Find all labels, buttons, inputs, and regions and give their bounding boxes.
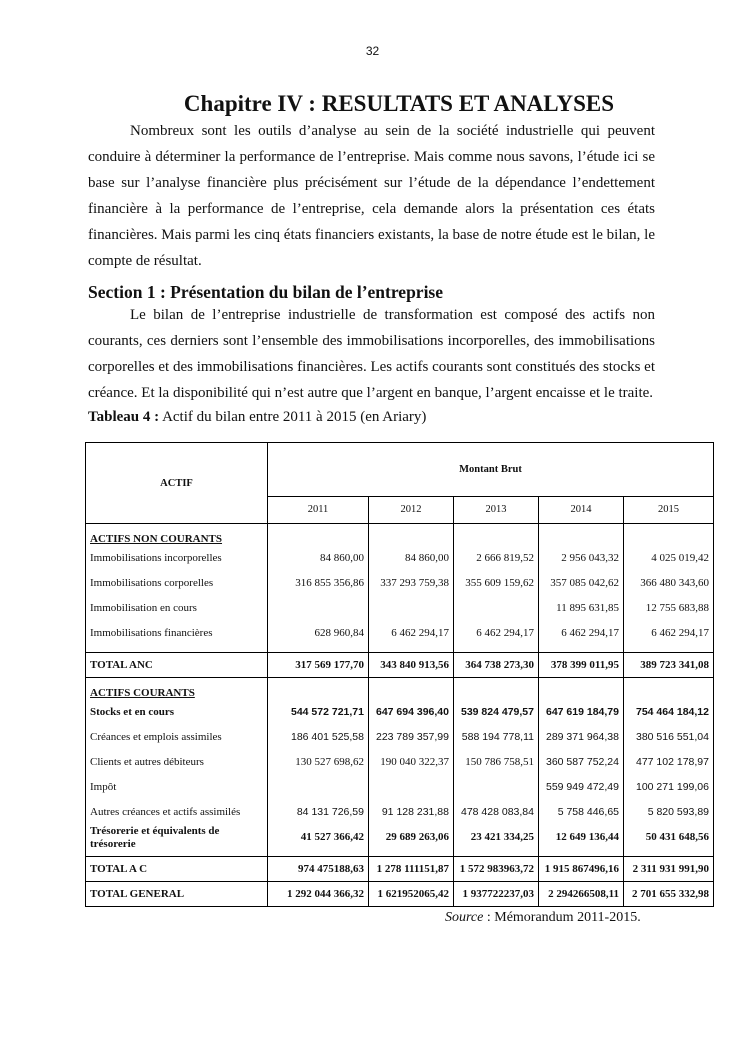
cell-value: 588 194 778,11 — [461, 731, 534, 743]
anc-heading — [90, 524, 263, 546]
cell-value: 647 619 184,79 — [546, 706, 619, 718]
row-label: Clients et autres débiteurs — [90, 756, 204, 768]
cell-value: 478 428 083,84 — [461, 806, 534, 818]
row-label: Immobilisations corporelles — [90, 577, 214, 589]
spacer — [458, 678, 534, 700]
cell-value: 357 085 042,62 — [550, 577, 619, 589]
cell-value: 337 293 759,38 — [380, 577, 449, 589]
section-title: Section 1 : Présentation du bilan de l’entreprise — [88, 282, 444, 302]
row-label: Immobilisations incorporelles — [90, 552, 222, 564]
row-label: Autres créances et actifs assimilés — [90, 806, 241, 818]
header-row — [86, 443, 714, 497]
year-header: 2014 — [539, 496, 624, 523]
caption-text: Actif du bilan entre 2011 à 2015 (en Ariary) — [159, 409, 427, 425]
cell-value: 100 271 199,06 — [636, 781, 709, 793]
cell-value: 6 462 294,17 — [561, 627, 619, 639]
spacer — [373, 524, 449, 546]
cell-value: 41 527 366,42 — [300, 831, 364, 843]
spacer — [543, 678, 619, 700]
spacer — [272, 678, 364, 700]
cell-value — [272, 596, 364, 621]
cell-value — [458, 596, 534, 621]
year-header: 2013 — [454, 496, 539, 523]
section-block — [86, 524, 714, 653]
cell-value: 389 723 341,08 — [624, 653, 714, 678]
spacer — [373, 678, 449, 700]
caption-label: Tableau 4 : — [88, 409, 160, 425]
value-column — [624, 678, 714, 857]
cell-value: 130 527 698,62 — [295, 756, 364, 768]
row-label: TOTAL A C — [86, 857, 268, 882]
cell-value: 2 956 043,32 — [561, 552, 619, 564]
value-column — [369, 524, 454, 653]
cell-value: 544 572 721,71 — [291, 706, 364, 718]
section-text: Le bilan de l’entreprise industrielle de transformation est composé des actifs non courants, ces derniers sont l’ensemble des immobilisations incorporelles, des immobilisations corporelles et des immobilisations financières. Les actifs courants sont constitués des stocks et créance. Et la disponibilité qui n’est autre que l’argent en banque, l’argent encaisse et le traite. — [88, 307, 655, 401]
chapter-title: Chapitre IV : RESULTATS ET ANALYSES — [183, 91, 615, 116]
value-column — [268, 524, 369, 653]
cell-value: 647 694 396,40 — [376, 706, 449, 718]
cell-value: 2 701 655 332,98 — [624, 882, 714, 907]
row-label: Impôt — [90, 781, 117, 793]
cell-value: 50 431 648,56 — [645, 831, 709, 843]
value-column — [539, 524, 624, 653]
spacer — [628, 678, 709, 700]
cell-value: 84 860,00 — [405, 552, 449, 564]
cell-value — [373, 775, 449, 800]
table-caption — [88, 406, 713, 428]
section-block — [86, 678, 714, 857]
cell-value — [458, 775, 534, 800]
cell-value: 11 895 631,85 — [556, 602, 619, 614]
cell-value: 380 516 551,04 — [636, 731, 709, 743]
section-labels — [86, 524, 268, 653]
cell-value: 974 475188,63 — [268, 857, 369, 882]
cell-value: 150 786 758,51 — [465, 756, 534, 768]
cell-value: 12 649 136,44 — [555, 831, 619, 843]
cell-value: 5 820 593,89 — [647, 806, 709, 818]
row-label: Immobilisation en cours — [90, 602, 197, 614]
row-label: Immobilisations financières — [90, 627, 213, 639]
spacer — [272, 524, 364, 546]
cell-value: 1 572 983963,72 — [454, 857, 539, 882]
cell-value: 2 311 931 991,90 — [624, 857, 714, 882]
balance-sheet-table — [85, 442, 714, 907]
year-header: 2012 — [369, 496, 454, 523]
cell-value: 317 569 177,70 — [268, 653, 369, 678]
cell-value: 1 621952065,42 — [369, 882, 454, 907]
cell-value: 223 789 357,99 — [376, 731, 449, 743]
cell-value: 6 462 294,17 — [476, 627, 534, 639]
value-column — [369, 678, 454, 857]
cell-value — [373, 596, 449, 621]
row-label: Trésorerie et équivalents de trésorerie — [90, 824, 220, 850]
cell-value: 360 587 752,24 — [546, 756, 619, 768]
cell-value: 6 462 294,17 — [391, 627, 449, 639]
section-labels — [86, 678, 268, 857]
total-row — [86, 882, 714, 907]
cell-value: 2 666 819,52 — [476, 552, 534, 564]
cell-value: 378 399 011,95 — [539, 653, 624, 678]
spacer — [90, 850, 263, 856]
cell-value: 29 689 263,06 — [385, 831, 449, 843]
cell-value: 477 102 178,97 — [636, 756, 709, 768]
cell-value: 190 040 322,37 — [380, 756, 449, 768]
spacer — [90, 646, 263, 652]
actif-header: ACTIF — [86, 443, 268, 524]
cell-value: 5 758 446,65 — [557, 806, 619, 818]
spacer — [543, 524, 619, 546]
intro-paragraph — [88, 118, 655, 274]
cell-value: 6 462 294,17 — [651, 627, 709, 639]
total-row — [86, 653, 714, 678]
cell-value: 2 294266508,11 — [539, 882, 624, 907]
row-label: Stocks et en cours — [90, 706, 175, 718]
cell-value: 84 860,00 — [320, 552, 364, 564]
value-column — [454, 678, 539, 857]
cell-value: 355 609 159,62 — [465, 577, 534, 589]
cell-value: 754 464 184,12 — [636, 706, 709, 718]
ac-heading-text: ACTIFS COURANTS — [90, 687, 195, 699]
row-label: Créances et emplois assimiles — [90, 731, 222, 743]
row-label: TOTAL ANC — [86, 653, 268, 678]
cell-value: 1 278 111151,87 — [369, 857, 454, 882]
cell-value: 366 480 343,60 — [640, 577, 709, 589]
year-header: 2011 — [268, 496, 369, 523]
value-column — [268, 678, 369, 857]
cell-value: 316 855 356,86 — [295, 577, 364, 589]
cell-value: 289 371 964,38 — [546, 731, 619, 743]
source-note — [445, 909, 713, 927]
total-row — [86, 857, 714, 882]
montant-brut-header: Montant Brut — [268, 443, 714, 497]
ac-heading — [90, 678, 263, 700]
spacer — [628, 524, 709, 546]
cell-value: 364 738 273,30 — [454, 653, 539, 678]
anc-heading-text: ACTIFS NON COURANTS — [90, 533, 223, 545]
cell-value: 628 960,84 — [314, 627, 364, 639]
cell-value: 559 949 472,49 — [546, 781, 619, 793]
value-column — [539, 678, 624, 857]
cell-value: 1 937722237,03 — [454, 882, 539, 907]
source-label: Source — [445, 910, 484, 925]
source-text: : Mémorandum 2011-2015. — [483, 910, 641, 925]
cell-value: 91 128 231,88 — [381, 806, 449, 818]
cell-value: 4 025 019,42 — [651, 552, 709, 564]
page-number: 32 — [365, 44, 380, 58]
cell-value: 12 755 683,88 — [645, 602, 709, 614]
year-header: 2015 — [624, 496, 714, 523]
cell-value: 23 421 334,25 — [470, 831, 534, 843]
cell-value — [272, 775, 364, 800]
cell-value: 1 915 867496,16 — [539, 857, 624, 882]
value-column — [624, 524, 714, 653]
cell-value: 343 840 913,56 — [369, 653, 454, 678]
section-paragraph — [88, 302, 655, 406]
intro-text: Nombreux sont les outils d’analyse au sein de la société industrielle qui peuvent conduire à déterminer la performance de l’entreprise. Mais comme nous savons, l’étude ici se base sur l’analyse financière plus précisément sur l’étude de la dépendance l’endettement financière à la performance de l’entreprise, cela demande alors la présentation ces états financières. Mais parmi les cinq états financiers existants, la base de notre étude est le bilan, le compte de résultat. — [88, 123, 655, 269]
spacer — [458, 524, 534, 546]
row-label: TOTAL GENERAL — [86, 882, 268, 907]
cell-value: 539 824 479,57 — [461, 706, 534, 718]
cell-value: 1 292 044 366,32 — [268, 882, 369, 907]
cell-value: 186 401 525,58 — [291, 731, 364, 743]
page-content — [85, 44, 713, 927]
value-column — [454, 524, 539, 653]
cell-value: 84 131 726,59 — [296, 806, 364, 818]
